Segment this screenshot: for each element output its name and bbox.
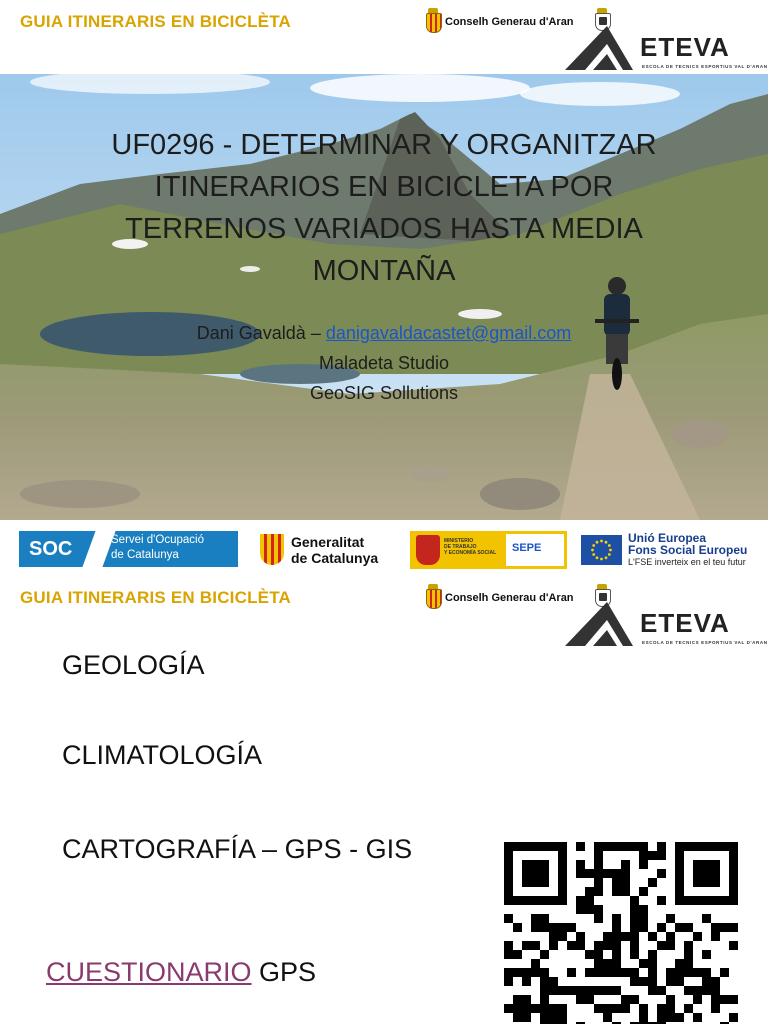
slide-header	[0, 0, 768, 74]
author-line	[80, 318, 688, 348]
eu-logo-text	[628, 532, 747, 568]
eteva-logo	[565, 598, 635, 646]
qr-code-image	[500, 838, 740, 1024]
soc-description	[111, 533, 204, 563]
eteva-name: ETEVA	[640, 32, 730, 62]
quiz-line	[46, 957, 316, 988]
council-name: Conselh Generau d'Aran	[445, 16, 574, 28]
sepe-name: SEPE	[512, 542, 542, 554]
eu-line-1: Unió Europea	[628, 531, 707, 545]
aran-crest-icon	[426, 13, 442, 33]
gencat-logo-text	[291, 534, 378, 566]
author-block	[80, 318, 688, 408]
gencat-line-2: de Catalunya	[291, 550, 379, 566]
eteva-subtitle: ESCOLA DE TECNICS ESPORTIUS VAL D'ARAN	[642, 640, 768, 645]
author-name: Dani Gavaldà –	[196, 323, 326, 343]
ministry-line-3: Y ECONOMÍA SOCIAL	[444, 550, 497, 556]
topics-slide	[0, 576, 768, 1024]
eu-flag-icon	[581, 535, 622, 565]
affiliation-geosig: GeoSIG Sollutions	[309, 383, 459, 403]
affiliation-studio: Maladeta Studio	[318, 353, 450, 373]
author-email-link[interactable]: danigavaldacastet@gmail.com	[325, 323, 572, 343]
eu-tagline: L'FSE inverteix en el teu futur	[628, 557, 746, 567]
topic-climatology: CLIMATOLOGÍA	[62, 740, 263, 770]
soc-line-2: de Catalunya	[111, 549, 179, 561]
ministry-line-1: MINISTERIO	[444, 538, 474, 544]
spain-coat-of-arms-icon	[416, 535, 440, 565]
guide-title: GUIA ITINERARIS EN BICICLÈTA	[20, 588, 291, 607]
ministry-sepe-logo	[410, 531, 567, 569]
council-name: Conselh Generau d'Aran	[445, 592, 574, 604]
soc-line-1: Servei d'Ocupació	[111, 534, 204, 546]
guide-title: GUIA ITINERARIS EN BICICLÈTA	[20, 12, 291, 31]
quiz-link[interactable]: CUESTIONARIO	[46, 957, 252, 987]
soc-logo	[19, 531, 238, 567]
gencat-line-1: Generalitat	[291, 534, 365, 550]
sepe-box	[506, 534, 564, 566]
topic-geology: GEOLOGÍA	[62, 650, 205, 680]
ministry-line-2: DE TRABAJO	[444, 544, 477, 550]
ministry-name	[444, 538, 496, 556]
aran-crest-icon	[426, 589, 442, 609]
soc-name: SOC	[29, 538, 73, 560]
eteva-logo	[565, 22, 635, 70]
course-title: UF0296 - DETERMINAR Y ORGANITZAR ITINERARIOS EN BICICLETA POR TERRENOS VARIADOS HASTA MEDIA MONTAÑA	[111, 129, 657, 287]
quiz-suffix: GPS	[251, 957, 317, 987]
gencat-emblem-icon	[260, 534, 284, 565]
eteva-name: ETEVA	[640, 608, 730, 638]
eteva-subtitle: ESCOLA DE TECNICS ESPORTIUS VAL D'ARAN	[642, 64, 768, 69]
qr-code[interactable]	[500, 838, 740, 1024]
slide-header	[0, 576, 768, 656]
topic-cartography: CARTOGRAFÍA – GPS - GIS	[62, 834, 413, 864]
eu-line-2: Fons Social Europeu	[628, 543, 748, 557]
